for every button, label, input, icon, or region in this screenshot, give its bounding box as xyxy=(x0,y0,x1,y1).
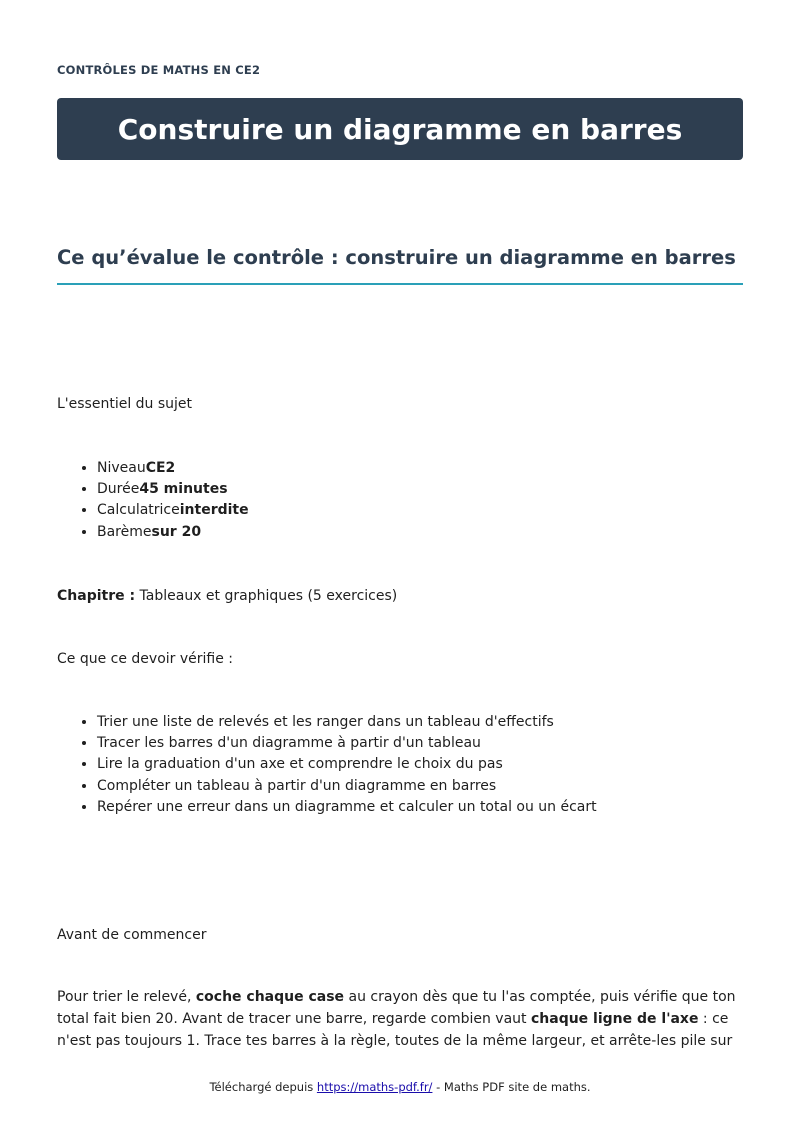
essentials-list xyxy=(79,458,249,543)
footer-suffix: - Maths PDF site de maths. xyxy=(432,1080,591,1094)
before-text-3: : ce n'est pas toujours 1. Trace tes barres à la règle, toutes de la même largeur, et arrête-les pile sur xyxy=(57,1011,733,1049)
before-text-2: au crayon dès que tu l'as comptée, puis vérifie que ton total fait bien 20. Avant de tracer une barre, regarde combien vaut xyxy=(57,989,736,1027)
title-banner xyxy=(57,98,743,160)
essentials-label: Durée xyxy=(97,481,140,498)
before-heading: Avant de commencer xyxy=(57,927,207,943)
checks-heading: Ce que ce devoir vérifie : xyxy=(57,651,234,667)
before-bold-2: chaque ligne de l'axe xyxy=(530,1011,699,1027)
essentials-value: sur 20 xyxy=(151,523,202,540)
essentials-label: Barème xyxy=(97,523,152,540)
list-item xyxy=(97,522,249,543)
essentials-label: Calculatrice xyxy=(97,502,180,519)
chapter-label: Chapitre : xyxy=(57,588,136,604)
list-item: • Repérer une erreur dans un diagramme et calculer un total ou un écart xyxy=(97,797,597,818)
footer xyxy=(0,1080,800,1094)
list-item: • Trier une liste de relevés et les ranger dans un tableau d'effectifs xyxy=(97,712,597,733)
list-item xyxy=(97,479,249,500)
list-item: • Compléter un tableau à partir d'un diagramme en barres xyxy=(97,776,597,797)
footer-prefix: Téléchargé depuis xyxy=(209,1080,317,1094)
footer-link[interactable]: https://maths-pdf.fr/ xyxy=(316,1080,433,1094)
before-text-1: Pour trier le relevé, xyxy=(57,989,196,1005)
essentials-value: CE2 xyxy=(145,460,176,476)
header-kicker: CONTRÔLES DE MATHS EN CE2 xyxy=(57,63,261,77)
section-title: Ce qu’évalue le contrôle : construire un diagramme en barres xyxy=(57,243,743,285)
before-paragraph xyxy=(57,986,743,1052)
essentials-label: Niveau xyxy=(97,460,146,476)
list-item: • Lire la graduation d'un axe et comprendre le choix du pas xyxy=(97,754,597,775)
before-bold-1: coche chaque case xyxy=(195,989,345,1005)
checks-list xyxy=(79,712,597,818)
essentials-heading: L'essentiel du sujet xyxy=(57,396,193,412)
page-title: Construire un diagramme en barres xyxy=(117,112,683,146)
essentials-value: interdite xyxy=(179,502,249,519)
chapter-line xyxy=(57,586,397,607)
chapter-value: Tableaux et graphiques (5 exercices) xyxy=(139,588,398,604)
essentials-value: 45 minutes xyxy=(139,481,228,498)
list-item xyxy=(97,458,249,479)
list-item: • Tracer les barres d'un diagramme à partir d'un tableau xyxy=(97,733,597,754)
list-item xyxy=(97,500,249,521)
